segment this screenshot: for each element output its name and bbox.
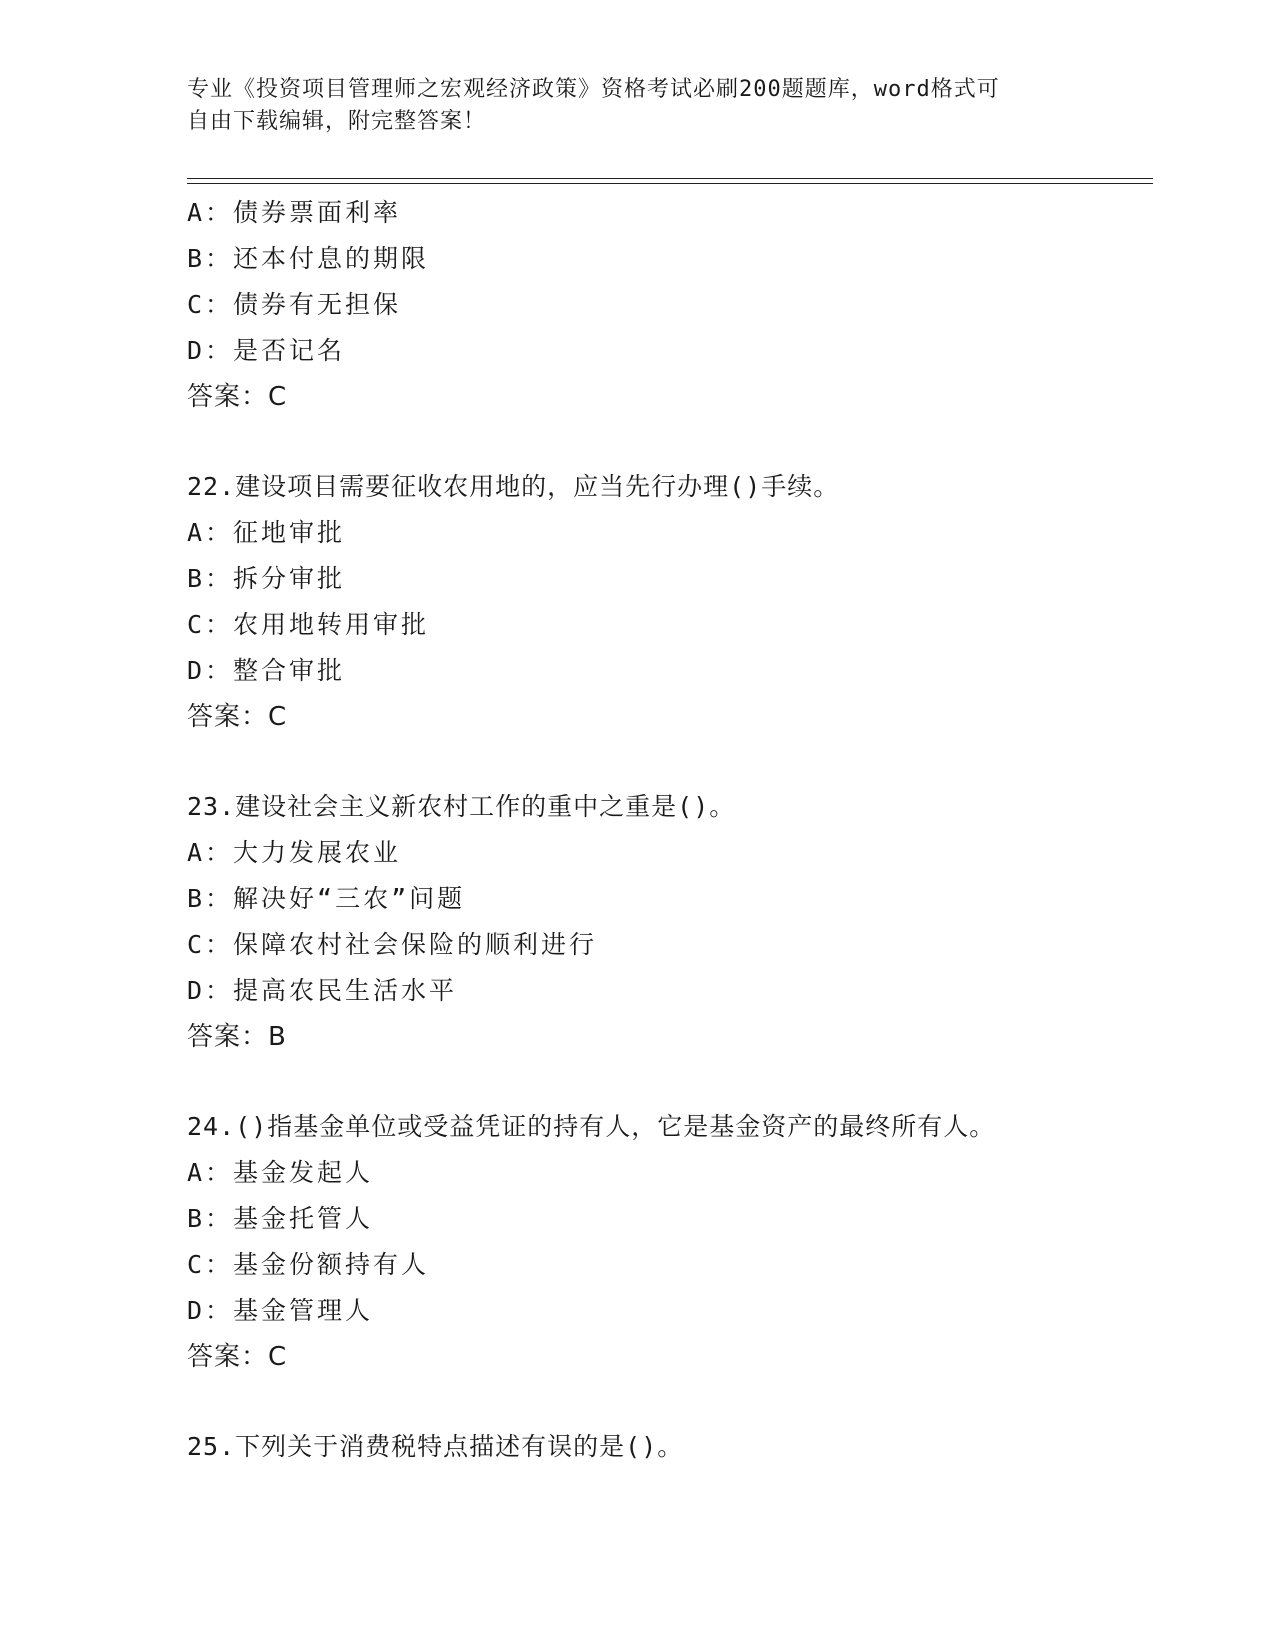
answer: 答案：C: [187, 1342, 288, 1372]
option-a: A：征地审批: [187, 518, 346, 547]
question-21: [187, 190, 1153, 420]
option-c: C：保障农村社会保险的顺利进行: [187, 930, 598, 959]
option-d: D：整合审批: [187, 656, 346, 685]
spacer: [187, 420, 1153, 464]
option-d: D：基金管理人: [187, 1296, 374, 1325]
option-a: A：基金发起人: [187, 1158, 374, 1187]
option-c: C：基金份额持有人: [187, 1250, 430, 1279]
option-a: A：债券票面利率: [187, 198, 402, 227]
option-b: B：拆分审批: [187, 564, 346, 593]
header-divider-bottom: [187, 183, 1153, 184]
header-divider-top: [187, 178, 1153, 179]
document-header: [187, 74, 1087, 138]
question-22: [187, 464, 1153, 740]
header-line-2: 自由下载编辑，附完整答案！: [187, 109, 487, 134]
option-a: A：大力发展农业: [187, 838, 402, 867]
answer: 答案：B: [187, 1022, 287, 1052]
option-c: C：农用地转用审批: [187, 610, 430, 639]
question-stem: 22.建设项目需要征收农用地的，应当先行办理()手续。: [187, 472, 840, 501]
option-d: D：是否记名: [187, 336, 346, 365]
question-24: [187, 1104, 1153, 1380]
question-25: [187, 1424, 1153, 1470]
option-d: D：提高农民生活水平: [187, 976, 458, 1005]
spacer: [187, 1060, 1153, 1104]
answer: 答案：C: [187, 702, 288, 732]
question-stem: 25.下列关于消费税特点描述有误的是()。: [187, 1432, 684, 1461]
option-b: B：基金托管人: [187, 1204, 374, 1233]
answer: 答案：C: [187, 382, 288, 412]
question-stem: 23.建设社会主义新农村工作的重中之重是()。: [187, 792, 736, 821]
question-stem: 24.()指基金单位或受益凭证的持有人，它是基金资产的最终所有人。: [187, 1112, 996, 1141]
header-line-1: 专业《投资项目管理师之宏观经济政策》资格考试必刷200题题库，word格式可: [187, 77, 1000, 102]
spacer: [187, 740, 1153, 784]
question-23: [187, 784, 1153, 1060]
spacer: [187, 1380, 1153, 1424]
option-b: B：解决好“三农”问题: [187, 884, 466, 913]
question-list: [187, 190, 1153, 1470]
option-c: C：债券有无担保: [187, 290, 402, 319]
option-b: B：还本付息的期限: [187, 244, 430, 273]
